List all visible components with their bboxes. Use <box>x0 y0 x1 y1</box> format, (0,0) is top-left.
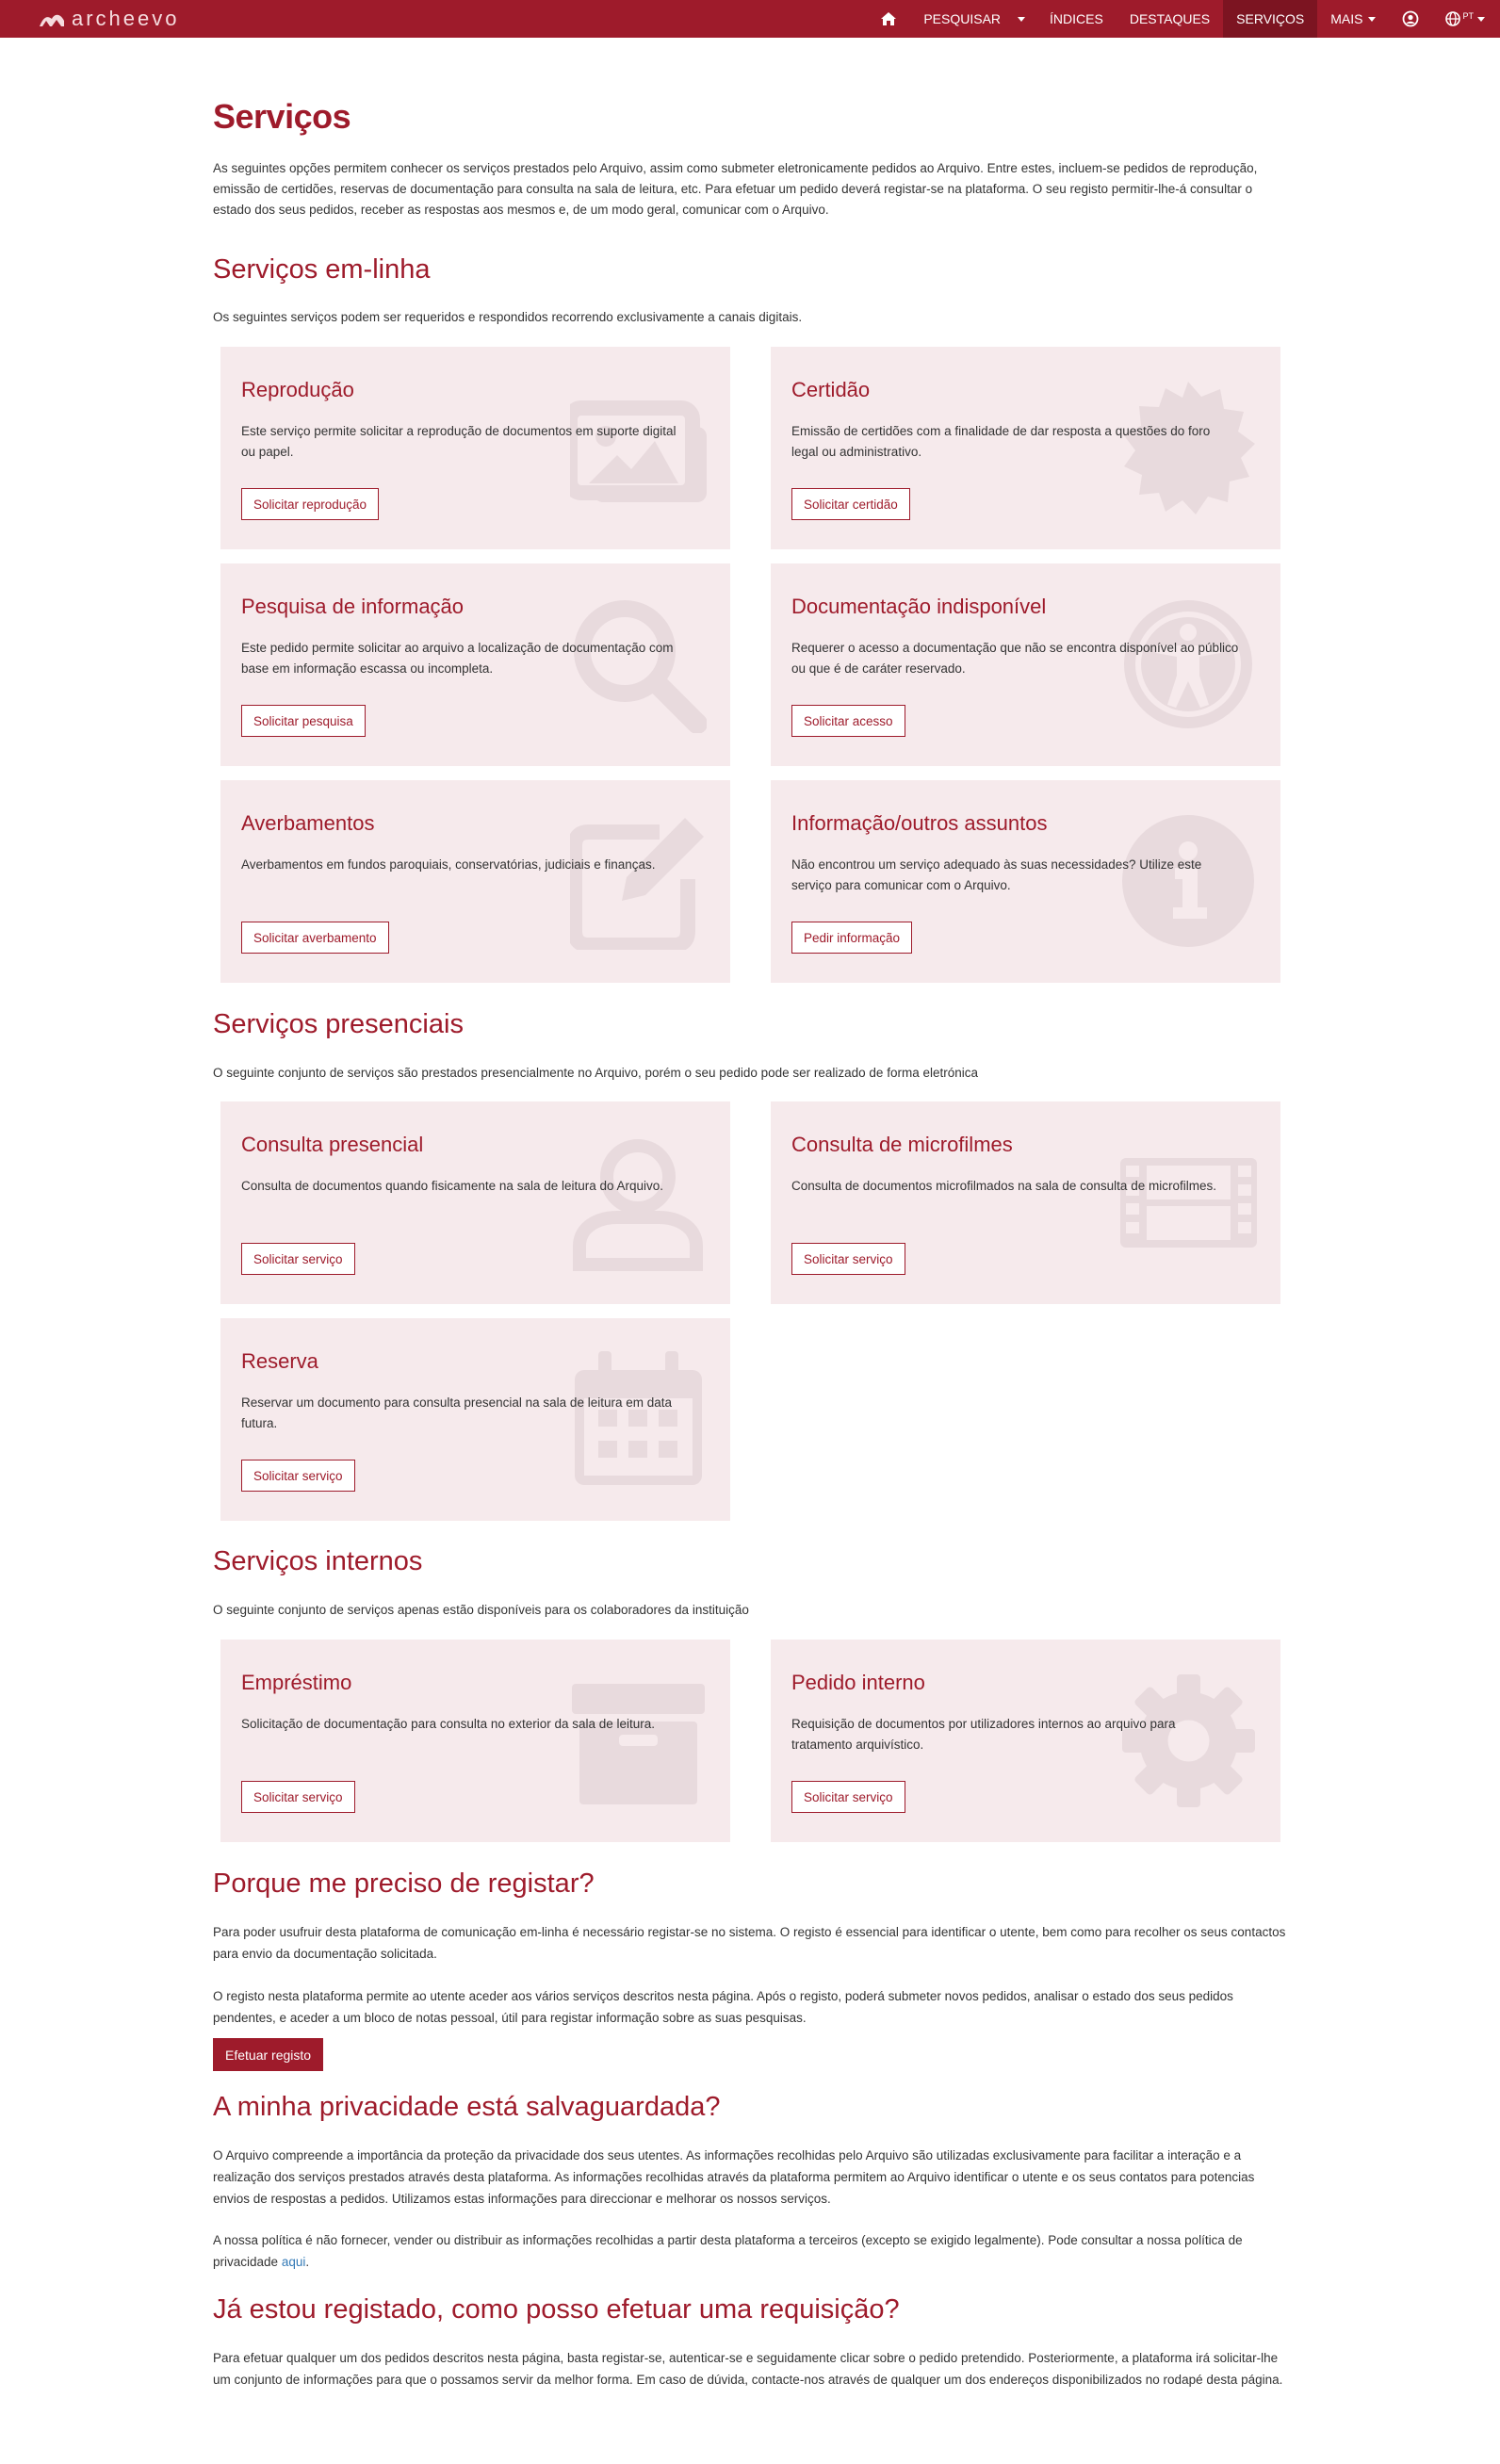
film-icon <box>1120 1134 1257 1271</box>
registo-paragraph-1: Para poder usufruir desta plataforma de comunicação em-linha é necessário registar-se no sistema. O registo é essencial para identificar o utente, bem como para recolher os seus contactos para envio da documentação solicitada. <box>213 1925 1286 1961</box>
user-circle-icon <box>1402 10 1419 27</box>
requisicao-paragraph-1: Para efetuar qualquer um dos pedidos descritos nesta página, basta registar-se, autenticar-se e seguidamente clicar sobre o pedido pretendido. Posteriormente, a plataforma irá solicitar-lhe um conjunto de informações para que o possamos servir da melhor forma. Em caso de dúvida, contacte-nos através de qualquer um dos endereços disponibilizados no rodapé desta página. <box>213 2351 1283 2387</box>
section-desc-online: Os seguintes serviços podem ser requeridos e respondidos recorrendo exclusivamente a canais digitais. <box>213 310 803 324</box>
globe-icon <box>1445 11 1460 26</box>
section-title-requisicao: Já estou registado, como posso efetuar uma requisição? <box>213 2294 900 2325</box>
registo-paragraph-2: O registo nesta plataforma permite ao utente aceder aos vários serviços descritos nesta página. Após o registo, poderá submeter novos pedidos, analisar o estado dos seus pedidos pendentes, e aceder a um bloco de notas pessoal, útil para registar informação sobre as suas pesquisas. <box>213 1989 1233 2025</box>
nav-indices[interactable] <box>1036 0 1117 38</box>
section-desc-internos: O seguinte conjunto de serviços apenas estão disponíveis para os colaboradores da instituição <box>213 1603 749 1617</box>
privacidade-paragraph-1: O Arquivo compreende a importância da proteção da privacidade dos seus utentes. As informações recolhidas pelo Arquivo são utilizadas exclusivamente para facilitar a interação e a realização dos serviços prestados através desta plataforma. As informações recolhidas através da plataforma permitem ao Arquivo identificar o utente e os seus contatos para potencias envios de respostas a pedidos. Utilizamos estas informações para direccionar e melhorar os nossos serviços. <box>213 2148 1255 2206</box>
card-description: Consulta de documentos quando fisicamente na sala de leitura do Arquivo. <box>241 1179 664 1193</box>
card-description: Solicitação de documentação para consulta no exterior da sala de leitura. <box>241 1717 656 1731</box>
nav-pesquisar[interactable] <box>910 0 1036 38</box>
privacidade-paragraph-2 <box>213 2229 1287 2273</box>
service-card-reproducao <box>220 347 730 549</box>
page-intro: As seguintes opções permitem conhecer os serviços prestados pelo Arquivo, assim como submeter eletronicamente pedidos ao Arquivo. Entre estes, incluem-se pedidos de reprodução, emissão de certidões, reservas de documentação para consulta na sala de leitura, etc. Para efetuar um pedido deverá registar-se na plataforma. O seu registo permitir-lhe-á consultar o estado dos seus pedidos, receber as respostas aos mesmos e, de um modo geral, comunicar com o Arquivo. <box>213 161 1258 217</box>
solicitar-reproducao-button[interactable]: Solicitar reprodução <box>241 488 379 520</box>
language-label: PT <box>1462 11 1474 21</box>
section-title-privacidade: A minha privacidade está salvaguardada? <box>213 2092 721 2122</box>
card-title: Informação/outros assuntos <box>791 811 1048 835</box>
solicitar-servico-button[interactable]: Solicitar serviço <box>241 1460 355 1492</box>
nav-language[interactable] <box>1432 0 1500 38</box>
privacy-policy-link[interactable]: aqui <box>281 2255 306 2269</box>
solicitar-acesso-button[interactable]: Solicitar acesso <box>791 705 905 737</box>
section-title-online: Serviços em-linha <box>213 254 431 285</box>
card-description: Reservar um documento para consulta presencial na sala de leitura em data futura. <box>241 1395 673 1430</box>
card-description: Consulta de documentos microfilmados na sala de consulta de microfilmes. <box>791 1179 1216 1193</box>
service-card-consulta-presencial <box>220 1101 730 1304</box>
privacidade-text-end: . <box>305 2255 310 2269</box>
top-navbar <box>0 0 1500 38</box>
nav-servicos[interactable] <box>1223 0 1317 38</box>
nav-servicos-label: SERVIÇOS <box>1236 11 1305 26</box>
home-icon <box>880 11 897 26</box>
nav-mais[interactable] <box>1317 0 1389 38</box>
pedir-informacao-button[interactable]: Pedir informação <box>791 922 912 954</box>
efetuar-registo-button[interactable]: Efetuar registo <box>213 2038 323 2071</box>
solicitar-averbamento-button[interactable]: Solicitar averbamento <box>241 922 389 954</box>
solicitar-servico-button[interactable]: Solicitar serviço <box>791 1243 905 1275</box>
card-description: Não encontrou um serviço adequado às suas necessidades? Utilize este serviço para comunicar com o Arquivo. <box>791 857 1202 892</box>
card-title: Consulta de microfilmes <box>791 1133 1013 1156</box>
nav-mais-label: MAIS <box>1330 11 1363 26</box>
card-description: Este pedido permite solicitar ao arquivo a localização de documentação com base em informação escassa ou incompleta. <box>241 641 674 676</box>
nav-pesquisar-label: PESQUISAR <box>923 11 1002 26</box>
service-card-informacao <box>771 780 1280 983</box>
card-description: Emissão de certidões com a finalidade de dar resposta a questões do foro legal ou administrativo. <box>791 424 1211 459</box>
service-card-pesquisa <box>220 563 730 766</box>
nav-home[interactable] <box>867 0 910 38</box>
nav-destaques-label: DESTAQUES <box>1129 11 1211 26</box>
service-card-reserva <box>220 1318 730 1521</box>
card-title: Certidão <box>791 378 871 401</box>
brand-link[interactable] <box>38 7 180 31</box>
section-title-presenciais: Serviços presenciais <box>213 1009 464 1039</box>
card-title: Averbamentos <box>241 811 375 835</box>
card-title: Consulta presencial <box>241 1133 424 1156</box>
service-card-averbamentos <box>220 780 730 983</box>
privacidade-text: A nossa política é não fornecer, vender ou distribuir as informações recolhidas a partir desta plataforma a terceiros (excepto se exigido legalmente). Pode consultar a nossa política de privacidade <box>213 2233 1243 2269</box>
section-desc-presenciais: O seguinte conjunto de serviços são prestados presencialmente no Arquivo, porém o seu pedido pode ser realizado de forma eletrónica <box>213 1066 978 1080</box>
page-title: Serviços <box>213 97 351 136</box>
main-nav <box>867 0 1500 38</box>
card-title: Empréstimo <box>241 1671 352 1694</box>
service-card-consulta-microfilmes <box>771 1101 1280 1304</box>
card-title: Pedido interno <box>791 1671 925 1694</box>
chevron-down-icon <box>1368 17 1376 22</box>
solicitar-servico-button[interactable]: Solicitar serviço <box>791 1781 905 1813</box>
card-title: Reserva <box>241 1349 318 1373</box>
archive-icon <box>570 1673 707 1809</box>
nav-user[interactable] <box>1389 0 1432 38</box>
card-title: Pesquisa de informação <box>241 595 465 618</box>
section-title-registo: Porque me preciso de registar? <box>213 1868 595 1899</box>
solicitar-servico-button[interactable]: Solicitar serviço <box>241 1243 355 1275</box>
archeevo-logo-icon <box>38 8 66 30</box>
solicitar-pesquisa-button[interactable]: Solicitar pesquisa <box>241 705 366 737</box>
card-description: Requerer o acesso a documentação que não se encontra disponível ao público ou que é de caráter reservado. <box>791 641 1239 676</box>
service-card-documentacao-indisponivel <box>771 563 1280 766</box>
service-card-pedido-interno <box>771 1640 1280 1842</box>
card-title: Documentação indisponível <box>791 595 1047 618</box>
section-title-internos: Serviços internos <box>213 1546 423 1576</box>
nav-destaques[interactable] <box>1117 0 1223 38</box>
solicitar-certidao-button[interactable]: Solicitar certidão <box>791 488 910 520</box>
edit-icon <box>570 813 707 950</box>
card-description: Requisição de documentos por utilizadores internos ao arquivo para tratamento arquivístico. <box>791 1717 1176 1752</box>
nav-indices-label: ÍNDICES <box>1050 11 1103 26</box>
service-card-emprestimo <box>220 1640 730 1842</box>
chevron-down-icon <box>1018 17 1025 22</box>
user-icon <box>570 1134 707 1271</box>
card-description: Este serviço permite solicitar a reprodução de documentos em suporte digital ou papel. <box>241 424 677 459</box>
card-title: Reprodução <box>241 378 354 401</box>
service-card-certidao <box>771 347 1280 549</box>
solicitar-servico-button[interactable]: Solicitar serviço <box>241 1781 355 1813</box>
brand-name: archeevo <box>72 7 180 30</box>
chevron-down-icon <box>1477 17 1485 22</box>
card-description: Averbamentos em fundos paroquiais, conservatórias, judiciais e finanças. <box>241 857 656 872</box>
